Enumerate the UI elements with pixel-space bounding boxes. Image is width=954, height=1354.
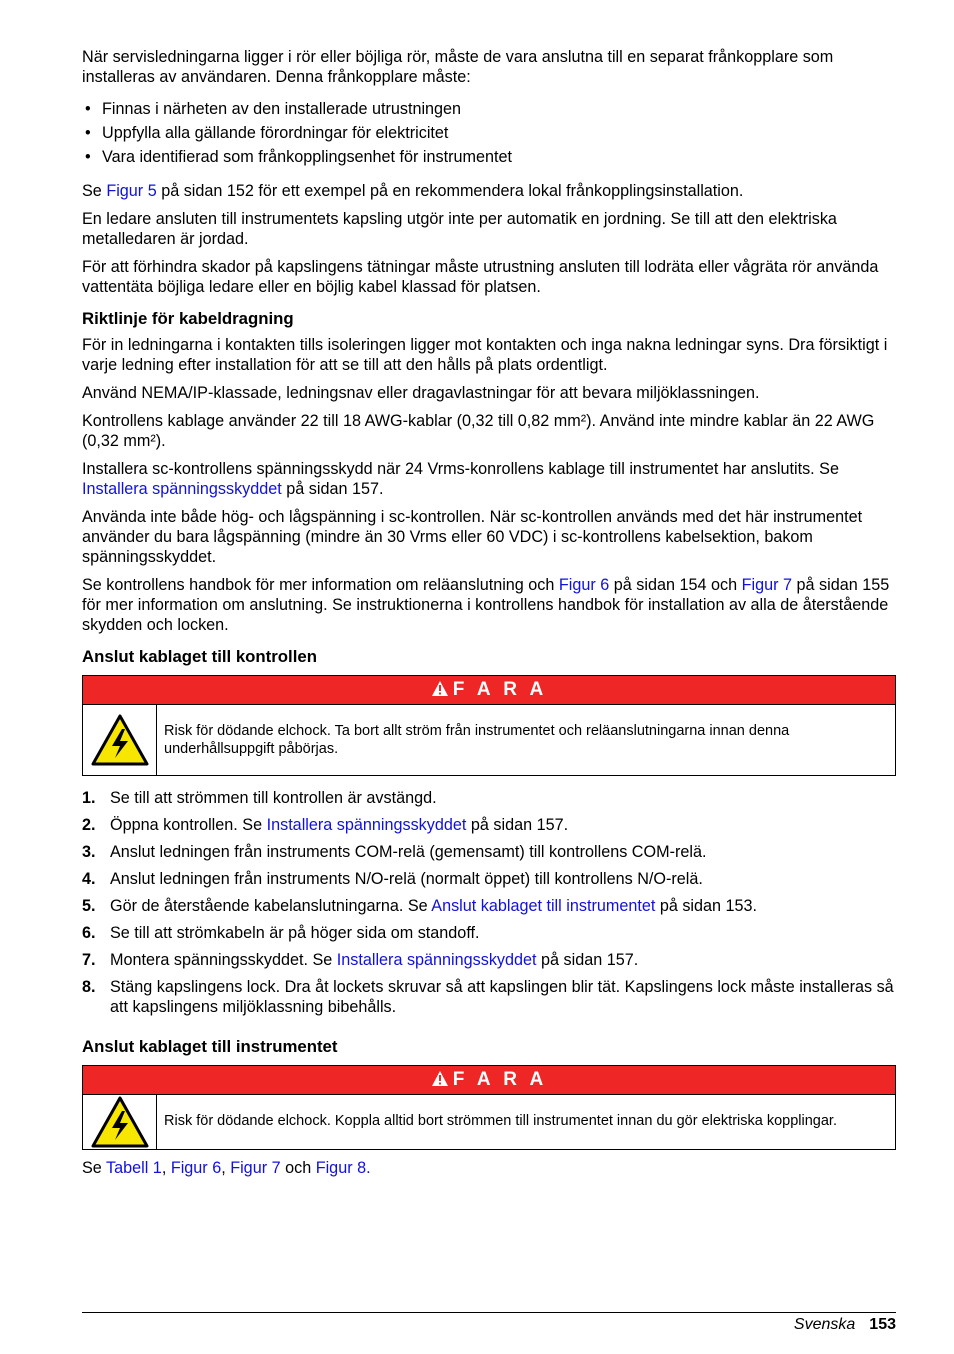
steps-list [82, 788, 896, 1017]
paragraph: Installera sc-kontrollens spänningsskydd när 24 Vrms-konrollens kablage till instrumentet har anslutits. Se Installera spänningsskyddet på sidan 157. [82, 460, 839, 498]
figure-reference-paragraph: Se Figur 5 på sidan 152 för ett exempel på en rekommendera lokal frånkopplingsinstallation. [82, 182, 744, 200]
electrical-hazard-icon [83, 705, 157, 775]
danger-text: Risk för dödande elchock. Ta bort allt ström från instrumentet och reläanslutningarna innan denna underhållsuppgift påbörjas. [164, 723, 790, 757]
seal-paragraph: För att förhindra skador på kapslingens tätningar måste utrustning ansluten till lodräta eller vågräta rör använda vattentäta böjliga ledare eller en böjlig kabel klassad för platsen. [82, 258, 879, 296]
surge-protector-link[interactable]: Installera spänningsskyddet [82, 480, 282, 498]
intro-paragraph: När servisledningarna ligger i rör eller böjliga rör, måste de vara anslutna till en separat frånkopplare som installeras av användaren. Denna frånkopplare måste: [82, 48, 834, 86]
paragraph: Se kontrollens handbok för mer information om reläanslutning och Figur 6 på sidan 154 och Figur 7 på sidan 155 för mer information om anslutning. Se instruktionerna i kontrollens handbok för installation av alla de återstående skydden och locken. [82, 576, 890, 634]
list-item: 3. Anslut ledningen från instruments COM-relä (gemensamt) till kontrollens COM-relä. [82, 843, 707, 861]
warning-triangle-icon [431, 1068, 449, 1096]
paragraph: Kontrollens kablage använder 22 till 18 AWG-kablar (0,32 till 0,82 mm²). Använd inte mindre kablar än 22 AWG (0,32 mm²). [82, 412, 875, 450]
list-item: • Uppfylla alla gällande förordningar för elektricitet [82, 123, 896, 143]
paragraph: För in ledningarna i kontakten tills isoleringen ligger mot kontakten och inga nakna ledningar syns. Dra försiktigt i varje ledning efter installation för att se till att den hålls på plats ordentligt. [82, 336, 888, 374]
list-item: 7. Montera spänningsskyddet. Se Installera spänningsskyddet på sidan 157. [82, 951, 639, 969]
list-item: 8. Stäng kapslingens lock. Dra åt lockets skruvar så att kapslingen blir tät. Kapslingens lock måste installeras så att kapslingens miljöklassning bibehålls. [82, 978, 894, 1016]
references-paragraph: Se Tabell 1, Figur 6, Figur 7 och Figur 8. [82, 1159, 371, 1177]
danger-header [83, 676, 895, 705]
page-number: 153 [869, 1316, 896, 1333]
surge-protector-link[interactable]: Installera spänningsskyddet [336, 951, 537, 969]
figur-7-link[interactable]: Figur 7 [741, 576, 792, 594]
danger-header [83, 1066, 895, 1095]
danger-text: Risk för dödande elchock. Koppla alltid bort strömmen till instrumentet innan du gör elektriska kopplingar. [164, 1113, 837, 1129]
list-item: • Vara identifierad som frånkopplingsenhet för instrumentet [82, 147, 896, 167]
tabell-1-link[interactable]: Tabell 1 [106, 1159, 162, 1177]
list-item: 5. Gör de återstående kabelanslutningarna. Se Anslut kablaget till instrumentet på sidan 153. [82, 897, 758, 915]
figur-8-link[interactable]: Figur 8 [315, 1159, 367, 1177]
electrical-hazard-icon [83, 1095, 157, 1149]
list-item: 2. Öppna kontrollen. Se Installera spänningsskyddet på sidan 157. [82, 816, 569, 834]
instrument-wiring-link[interactable]: Anslut kablaget till instrumentet [431, 897, 656, 915]
danger-label: F A R A [452, 1069, 548, 1090]
danger-label: F A R A [452, 679, 548, 700]
list-item: • Finnas i närheten av den installerade utrustningen [82, 99, 896, 119]
requirements-list [82, 99, 896, 167]
page-footer [82, 1312, 896, 1335]
list-item: 6. Se till att strömkabeln är på höger sida om standoff. [82, 924, 480, 942]
section-heading: Anslut kablaget till kontrollen [82, 647, 317, 666]
section-heading: Riktlinje för kabeldragning [82, 309, 294, 328]
paragraph: Använda inte både hög- och lågspänning i sc-kontrollen. När sc-kontrollen används med det här instrumentet använder du bara lågspänning (mindre än 30 Vrms eller 60 VDC) i sc-kontrollens kabelsektion, bakom spänningsskyddet. [82, 508, 863, 566]
surge-protector-link[interactable]: Installera spänningsskyddet [266, 816, 467, 834]
list-item: 1. Se till att strömmen till kontrollen är avstängd. [82, 789, 437, 807]
list-item: 4. Anslut ledningen från instruments N/O-relä (normalt öppet) till kontrollens N/O-relä. [82, 870, 703, 888]
page-content [82, 47, 896, 1186]
figur-6-link[interactable]: Figur 6 [558, 576, 610, 594]
figur-6-link[interactable]: Figur 6 [170, 1159, 222, 1177]
warning-triangle-icon [431, 678, 449, 706]
footer-language: Svenska [793, 1316, 856, 1333]
danger-box [82, 1065, 896, 1150]
section-heading: Anslut kablaget till instrumentet [82, 1037, 338, 1056]
figur-5-link[interactable]: Figur 5 [106, 182, 157, 200]
danger-box [82, 675, 896, 776]
figur-7-link[interactable]: Figur 7 [230, 1159, 281, 1177]
paragraph: Använd NEMA/IP-klassade, ledningsnav eller dragavlastningar för att bevara miljöklassningen. [82, 384, 760, 402]
grounding-paragraph: En ledare ansluten till instrumentets kapsling utgör inte per automatik en jordning. Se till att den elektriska metalledaren är jordad. [82, 210, 837, 248]
